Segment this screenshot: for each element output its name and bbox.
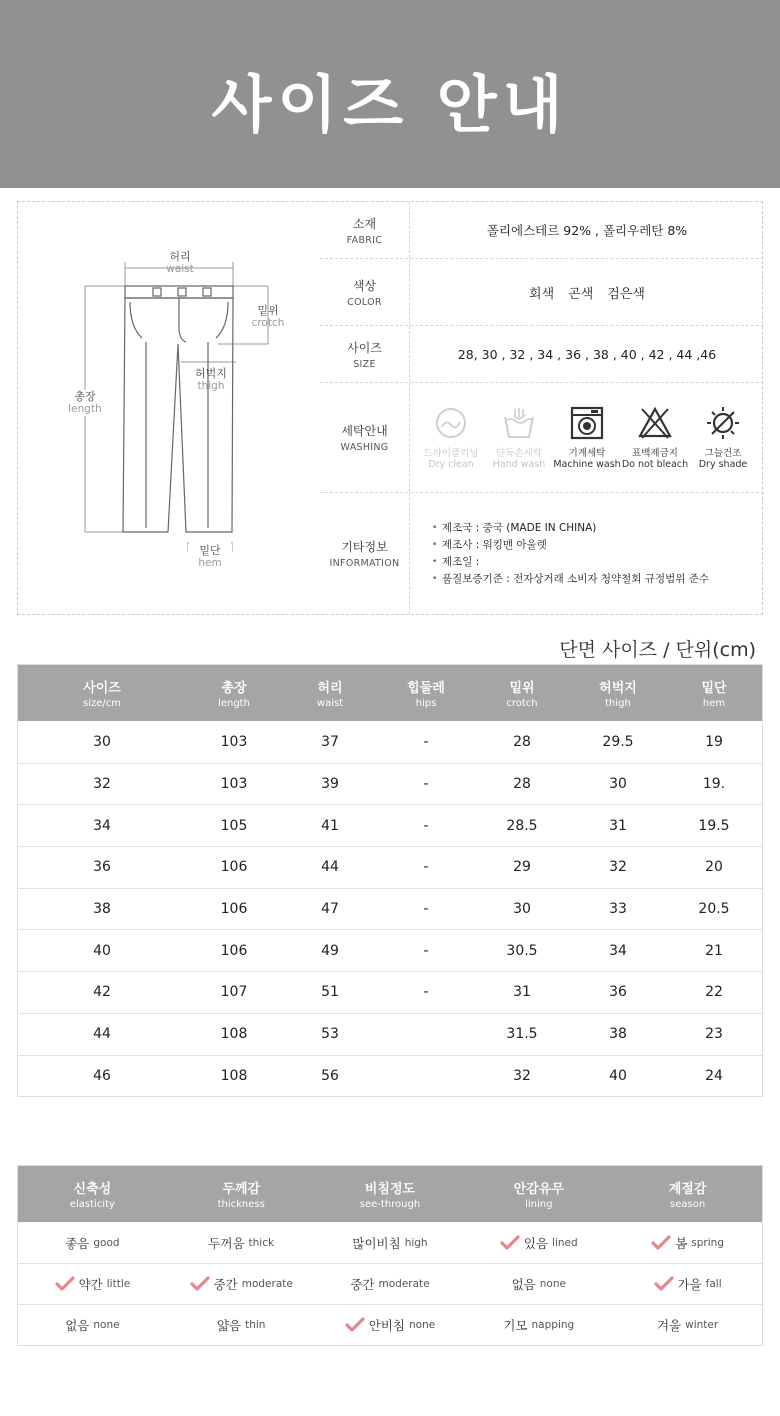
table-cell: 22 <box>705 984 723 1001</box>
attr-header-seethrough <box>316 1166 465 1222</box>
attribute-table-body <box>18 1222 762 1345</box>
table-cell: 106 <box>220 859 248 876</box>
option-ko: 가을 <box>677 1277 702 1292</box>
table-cell: 56 <box>321 1067 339 1084</box>
table-cell: - <box>423 901 429 918</box>
table-cell: 31.5 <box>506 1026 538 1043</box>
table-cell: 36 <box>93 859 111 876</box>
table-cell: 23 <box>705 1026 723 1043</box>
attr-option <box>613 1222 762 1263</box>
option-ko: 중간 <box>350 1277 375 1292</box>
info-row-washing <box>320 383 764 493</box>
header-ko: 신축성 <box>73 1182 112 1197</box>
table-row <box>18 929 762 971</box>
option-ko: 없음 <box>511 1277 536 1292</box>
waist-label: 허리 waist <box>166 250 194 275</box>
option-en: lined <box>552 1236 578 1249</box>
color-option: 회색 <box>529 286 555 302</box>
attr-header-elasticity <box>18 1166 167 1222</box>
table-row <box>18 1222 762 1263</box>
dry-shade-icon <box>705 405 741 441</box>
size-header-thigh <box>570 665 666 721</box>
table-cell: 30 <box>513 901 531 918</box>
option-en: little <box>106 1278 131 1290</box>
table-cell: 106 <box>220 942 248 959</box>
table-cell: 103 <box>220 776 248 793</box>
crotch-label: 밑위 crotch <box>251 304 285 329</box>
header-en: size/cm <box>83 698 121 709</box>
option-en: none <box>93 1319 120 1331</box>
table-cell: - <box>423 776 429 793</box>
header-ko: 사이즈 <box>83 681 121 696</box>
product-info-box <box>17 201 763 615</box>
table-cell: - <box>423 984 429 1001</box>
table-cell: - <box>423 942 429 959</box>
pants-diagram <box>18 202 320 614</box>
header-ko: 밑단 <box>701 681 727 696</box>
table-cell: - <box>423 733 429 750</box>
wash-dry-shade: 그늘건조 Dry shade <box>692 405 754 470</box>
header-en: lining <box>525 1199 553 1210</box>
table-cell: 46 <box>93 1067 111 1084</box>
table-cell: 19. <box>702 776 726 793</box>
header-en: season <box>670 1199 706 1210</box>
washing-values <box>410 383 764 492</box>
table-cell: 38 <box>609 1026 627 1043</box>
table-cell: 40 <box>609 1067 627 1084</box>
table-cell: 31 <box>609 817 627 834</box>
table-row <box>18 1304 762 1345</box>
option-en: fall <box>705 1278 722 1290</box>
option-en: high <box>404 1236 428 1249</box>
option-en: moderate <box>241 1278 293 1290</box>
table-cell: 37 <box>321 733 339 750</box>
table-cell: 38 <box>93 901 111 918</box>
size-header-crotch <box>474 665 570 721</box>
table-cell: 41 <box>321 817 339 834</box>
attr-option <box>167 1305 316 1345</box>
header-ko: 두께감 <box>222 1182 261 1197</box>
thigh-label: 허벅지 thigh <box>195 367 227 392</box>
table-cell: 32 <box>513 1067 531 1084</box>
table-row <box>18 1263 762 1304</box>
washing-key: 세탁안내 WASHING <box>320 383 410 492</box>
table-cell: 19.5 <box>698 817 730 834</box>
header-ko: 비침정도 <box>364 1182 416 1197</box>
table-cell: 108 <box>220 1026 248 1043</box>
table-cell: 47 <box>321 901 339 918</box>
table-cell: 30 <box>609 776 627 793</box>
header-en: waist <box>316 698 344 709</box>
option-ko: 있음 <box>523 1235 549 1251</box>
dry-clean-icon <box>433 405 469 441</box>
header-en: hem <box>702 698 726 709</box>
header-ko: 힙둘레 <box>407 681 445 696</box>
table-cell: 28 <box>513 776 531 793</box>
table-cell: 40 <box>93 942 111 959</box>
table-cell: 103 <box>220 733 248 750</box>
option-en: winter <box>685 1319 719 1331</box>
header-en: length <box>218 698 250 709</box>
check-icon <box>55 1276 75 1292</box>
table-cell: 49 <box>321 942 339 959</box>
etc-item: • 제조일 : <box>432 554 764 571</box>
header-ko: 총장 <box>221 681 247 696</box>
table-cell: 53 <box>321 1026 339 1043</box>
check-icon <box>654 1276 674 1292</box>
etc-item: • 제조국 : 중국 (MADE IN CHINA) <box>432 520 764 537</box>
option-ko: 봄 <box>675 1235 688 1251</box>
table-cell: 106 <box>220 901 248 918</box>
option-en: good <box>93 1236 120 1249</box>
table-cell <box>378 1014 474 1055</box>
table-cell: 33 <box>609 901 627 918</box>
table-cell: 32 <box>93 776 111 793</box>
table-cell: 30 <box>93 733 111 750</box>
etc-values <box>410 493 764 614</box>
attr-option <box>464 1305 613 1345</box>
table-cell: 20 <box>705 859 723 876</box>
table-cell: 107 <box>220 984 248 1001</box>
etc-item: • 제조사 : 워킹맨 아울렛 <box>432 537 764 554</box>
option-en: spring <box>691 1236 724 1249</box>
attr-header-thickness <box>167 1166 316 1222</box>
size-table <box>17 664 763 1097</box>
attribute-table-header <box>18 1166 762 1222</box>
info-table <box>320 202 764 614</box>
option-ko: 없음 <box>65 1318 90 1333</box>
table-cell: 34 <box>93 817 111 834</box>
color-values <box>410 259 764 325</box>
wash-hand-wash: 단독손세탁 Hand wash <box>488 405 550 470</box>
table-row <box>18 971 762 1013</box>
option-en: none <box>409 1319 436 1331</box>
option-ko: 많이비침 <box>352 1235 401 1251</box>
attribute-table <box>17 1165 763 1346</box>
info-row-size <box>320 326 764 383</box>
table-cell: 29 <box>513 859 531 876</box>
machine-wash-icon <box>569 405 605 441</box>
attr-option <box>316 1264 465 1304</box>
check-icon <box>190 1276 210 1292</box>
header-en: see-through <box>359 1199 421 1210</box>
option-en: thin <box>245 1319 266 1331</box>
size-value: 28, 30 , 32 , 34 , 36 , 38 , 40 , 42 , 44 ,46 <box>457 346 717 362</box>
page-header <box>0 0 780 188</box>
fabric-key: 소재 FABRIC <box>320 202 410 258</box>
table-cell: - <box>423 817 429 834</box>
header-en: crotch <box>506 698 538 709</box>
option-ko: 좋음 <box>65 1235 90 1251</box>
size-table-caption: 단면 사이즈 / 단위(cm) <box>559 639 756 661</box>
table-row <box>18 804 762 846</box>
table-cell: 29.5 <box>602 733 634 750</box>
header-en: thickness <box>217 1199 265 1210</box>
table-cell: 28.5 <box>506 817 538 834</box>
option-en: none <box>539 1278 566 1290</box>
table-cell: 20.5 <box>698 901 730 918</box>
attr-option <box>18 1222 167 1263</box>
table-row <box>18 1013 762 1055</box>
length-label: 총장 length <box>63 390 107 416</box>
header-ko: 계절감 <box>668 1182 707 1197</box>
color-option: 검은색 <box>607 286 645 302</box>
size-key: 사이즈 SIZE <box>320 326 410 382</box>
size-header-length <box>186 665 282 721</box>
header-en: hips <box>415 698 437 709</box>
attr-option <box>167 1264 316 1304</box>
wash-do-not-bleach: 표백제금지 Do not bleach <box>624 405 686 470</box>
check-icon <box>500 1235 520 1251</box>
table-cell: 44 <box>93 1026 111 1043</box>
attr-header-season <box>613 1166 762 1222</box>
table-cell: 39 <box>321 776 339 793</box>
option-ko: 두꺼움 <box>208 1235 245 1251</box>
option-en: thick <box>248 1236 275 1249</box>
table-cell: 34 <box>609 942 627 959</box>
info-row-color <box>320 259 764 326</box>
header-en: thigh <box>605 698 631 709</box>
do-not-bleach-icon <box>637 405 673 441</box>
option-ko: 약간 <box>78 1277 103 1292</box>
info-row-etc <box>320 493 764 614</box>
header-en: elasticity <box>69 1199 115 1210</box>
attr-option <box>316 1305 465 1345</box>
attr-option <box>18 1264 167 1304</box>
header-ko: 허리 <box>317 681 343 696</box>
header-ko: 안감유무 <box>513 1182 564 1197</box>
option-ko: 중간 <box>213 1277 238 1292</box>
table-cell: 105 <box>220 817 248 834</box>
hem-label: 밑단 hem <box>188 544 232 570</box>
size-header-waist <box>282 665 378 721</box>
size-table-header <box>18 665 762 721</box>
table-cell <box>378 1056 474 1097</box>
table-cell: 51 <box>321 984 339 1001</box>
table-row <box>18 846 762 888</box>
option-en: napping <box>531 1319 575 1331</box>
check-icon <box>651 1235 671 1251</box>
table-cell: 108 <box>220 1067 248 1084</box>
attr-option <box>316 1222 465 1263</box>
attr-option <box>613 1264 762 1304</box>
size-header-sizecm <box>18 665 186 721</box>
page-title: 사이즈 안내 <box>211 68 569 141</box>
table-row <box>18 763 762 805</box>
info-row-fabric <box>320 202 764 259</box>
option-ko: 얇음 <box>216 1318 242 1333</box>
table-cell: 28 <box>513 733 531 750</box>
table-cell: 19 <box>705 733 723 750</box>
check-icon <box>345 1317 365 1333</box>
wash-machine-wash: 기계세탁 Machine wash <box>556 405 618 470</box>
fabric-value: 폴리에스테르 92% , 폴리우레탄 8% <box>486 223 688 238</box>
attr-option <box>464 1264 613 1304</box>
header-ko: 허벅지 <box>599 681 637 696</box>
table-cell: 42 <box>93 984 111 1001</box>
attr-option <box>167 1222 316 1263</box>
size-table-body <box>18 721 762 1096</box>
table-cell: 36 <box>609 984 627 1001</box>
table-cell: 30.5 <box>506 942 538 959</box>
table-cell: 32 <box>609 859 627 876</box>
etc-key: 기타정보 INFORMATION <box>320 493 410 614</box>
table-cell: - <box>423 859 429 876</box>
table-row <box>18 721 762 763</box>
option-ko: 안비침 <box>368 1318 405 1333</box>
attr-option <box>18 1305 167 1345</box>
table-cell: 31 <box>513 984 531 1001</box>
table-row <box>18 888 762 930</box>
table-cell: 44 <box>321 859 339 876</box>
size-header-hem <box>666 665 762 721</box>
wash-dry-clean: 드라이클리닝 Dry clean <box>420 405 482 470</box>
size-header-hips <box>378 665 474 721</box>
color-option: 곤색 <box>568 286 594 302</box>
hand-wash-icon <box>501 405 537 441</box>
option-ko: 겨울 <box>656 1318 682 1333</box>
attr-option <box>464 1222 613 1263</box>
table-cell: 21 <box>705 942 723 959</box>
option-en: moderate <box>378 1278 430 1290</box>
table-cell: 24 <box>705 1067 723 1084</box>
table-row <box>18 1055 762 1097</box>
option-ko: 기모 <box>503 1318 528 1333</box>
header-ko: 밑위 <box>509 681 535 696</box>
etc-item: • 품질보증기준 : 전자상거래 소비자 청약철회 규정범위 준수 <box>432 571 764 588</box>
attr-header-lining <box>464 1166 613 1222</box>
color-key: 색상 COLOR <box>320 259 410 325</box>
attr-option <box>613 1305 762 1345</box>
